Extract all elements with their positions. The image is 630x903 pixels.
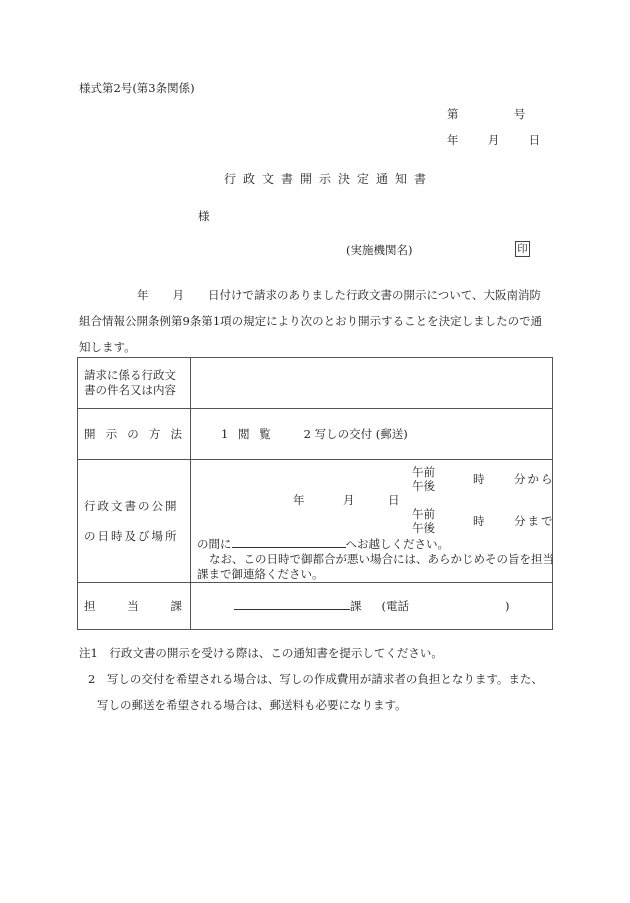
value-disclosure-method [191,409,553,460]
seal-icon: 印 [515,241,530,257]
value-document-name [191,358,553,409]
issuer-label: (実施機関名) [346,243,413,257]
value-department [191,583,553,630]
note-2-line-1: 2 写しの交付を希望される場合は、写しの作成費用が請求者の負担となります。また、 [88,672,543,686]
body-line-3: 知します。 [79,340,136,354]
label-disclosure-method [78,409,191,460]
hour-label: 時 [473,514,485,528]
table-row-date-place [78,460,553,583]
label-document-name [78,358,191,409]
date-year: 年 [447,133,459,147]
label-char: 開 [84,427,96,441]
notes [79,640,559,718]
label-char: 当 [127,599,139,613]
form-number: 様式第2号(第3条関係) [79,81,195,95]
note-2-line-2: 写しの郵送を希望される場合は、郵送料も必要になります。 [97,698,407,712]
department-suffix: 課 [350,599,362,613]
year-label: 年 [293,493,305,507]
am-label: 午前 [412,507,435,521]
am-label: 午前 [412,465,435,479]
value-date-place [191,460,553,583]
date-day: 日 [528,133,541,147]
document-title: 行政文書開示決定通知書 [224,172,434,186]
document-number [447,106,525,122]
table-row-disclosure-method [78,409,553,460]
body-paragraph [79,282,559,360]
place-line [197,536,449,552]
label-line-2: の日時及び場所 [84,529,179,543]
from-label: 分から [514,472,555,486]
issue-date [447,132,540,148]
label-char: 担 [84,599,96,613]
notification-table [77,357,553,630]
label-line-2: 書の件名又は内容 [84,383,176,397]
department-blank [234,598,350,610]
note-1: 注1 行政文書の開示を受ける際は、この通知書を提示してください。 [79,646,443,660]
place-prefix: の間に [197,537,232,551]
month-label: 月 [343,493,355,507]
label-date-place [78,460,191,583]
place-blank [232,536,346,548]
body-text-1: 日付けで請求のありました行政文書の開示について、大阪南消防 [208,288,542,302]
label-char: 課 [170,599,182,613]
body-year: 年 [137,288,149,302]
option-viewing: 1 閲 覧 [221,427,274,441]
reschedule-note-line-1: なお、この日時で御都合が悪い場合には、あらかじめその旨を担当 [209,552,554,566]
hour-label: 時 [473,472,485,486]
option-copy: 2 写しの交付 (郵送) [303,427,408,441]
label-line-1: 請求に係る行政文 [84,368,176,382]
body-line-1 [79,282,559,308]
pm-label: 午後 [412,479,435,493]
number-prefix: 第 [447,107,459,121]
pm-label: 午後 [412,521,435,535]
table-row-department [78,583,553,630]
reschedule-note-line-2: 課まで御連絡ください。 [197,567,324,581]
label-char: の [127,427,139,441]
body-line-2: 組合情報公開条例第9条第1項の規定により次のとおり開示することを決定しましたので通 [79,314,543,328]
place-suffix: へお越しください。 [345,537,449,551]
label-department [78,583,191,630]
label-char: 法 [170,427,182,441]
label-line-1: 行政文書の公開 [84,499,179,513]
date-month: 月 [487,133,500,147]
until-label: 分まで [514,514,555,528]
body-month: 月 [172,288,184,302]
table-row-document-name [78,358,553,409]
phone-open: (電話 [381,599,409,613]
number-suffix: 号 [513,107,526,121]
recipient-suffix: 様 [198,209,210,223]
label-char: 示 [105,427,118,441]
phone-close: ) [505,599,510,613]
day-label: 日 [388,493,400,507]
label-char: 方 [148,427,161,441]
